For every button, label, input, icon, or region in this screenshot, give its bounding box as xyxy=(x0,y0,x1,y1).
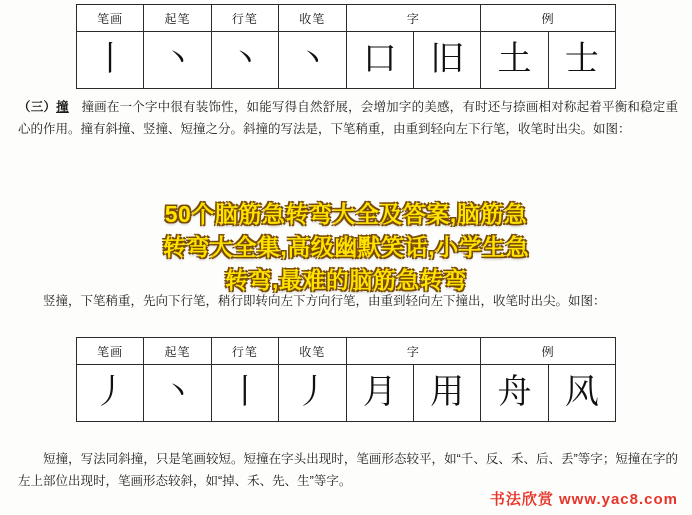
table-header-cell: 行笔 xyxy=(211,338,278,365)
table-row xyxy=(77,338,616,365)
table-cell-stroke: 丨 xyxy=(77,32,144,89)
table-header-cell: 收笔 xyxy=(279,5,346,32)
paragraph-body: 竖撞，下笔稍重，先向下行笔，稍行即转向左下方向行笔，由重到轻向左下撞出，收笔时出尖。如图： xyxy=(18,294,606,308)
table-header-cell: 字 xyxy=(346,338,481,365)
table-header-cell: 行笔 xyxy=(211,5,278,32)
stroke-table-top xyxy=(76,4,616,89)
paragraph-shupie xyxy=(18,290,678,312)
paragraph-body: 短撞，写法同斜撞，只是笔画较短。短撞在字头出现时，笔画形态较平，如“千、反、禾、后、丢”等字；短撞在字的左上部位出现时，笔画形态较斜，如“掉、禾、先、生”等字。 xyxy=(18,452,678,488)
table-cell-stroke: 丶 xyxy=(144,32,211,89)
table-header-cell: 例 xyxy=(481,5,616,32)
table-header-cell: 例 xyxy=(481,338,616,365)
table-cell-example: 用 xyxy=(413,365,480,422)
table-cell-stroke: 丶 xyxy=(279,32,346,89)
paragraph-body: 撞画在一个字中很有装饰性，如能写得自然舒展，会增加字的美感，有时还与捺画相对称起着平衡和稳定重心的作用。撞有斜撞、竖撞、短撞之分。斜撞的写法是，下笔稍重，由重到轻向左下行笔，收笔时出尖。如图： xyxy=(18,100,678,136)
table-cell-example: 口 xyxy=(346,32,413,89)
table-header-cell: 笔画 xyxy=(77,5,144,32)
table-cell-example: 土 xyxy=(481,32,548,89)
stroke-table-bottom xyxy=(76,337,616,422)
table-header-cell: 笔画 xyxy=(77,338,144,365)
table-header-cell: 起笔 xyxy=(144,5,211,32)
table-header-cell: 字 xyxy=(346,5,481,32)
paragraph-head-term: 撞 xyxy=(56,100,69,114)
paragraph-duanpie xyxy=(18,448,678,492)
table-cell-stroke: 丿 xyxy=(77,365,144,422)
table-cell-stroke: 丨 xyxy=(211,365,278,422)
table-cell-stroke: 丶 xyxy=(144,365,211,422)
table-cell-example: 士 xyxy=(548,32,615,89)
table-row xyxy=(77,365,616,422)
overlay-title xyxy=(0,198,692,297)
table-header-cell: 起笔 xyxy=(144,338,211,365)
table-cell-example: 舟 xyxy=(481,365,548,422)
overlay-title-line: 转弯大全集,高级幽默笑话,小学生急 xyxy=(162,234,530,260)
table-cell-example: 风 xyxy=(548,365,615,422)
table-cell-stroke: 丿 xyxy=(279,365,346,422)
table-cell-example: 旧 xyxy=(413,32,480,89)
watermark-site: www.yac8.com xyxy=(559,491,678,508)
watermark xyxy=(490,488,678,509)
table-cell-example: 月 xyxy=(346,365,413,422)
table-row xyxy=(77,5,616,32)
table-header-cell: 收笔 xyxy=(279,338,346,365)
overlay-title-line: 转弯,最难的脑筋急转弯 xyxy=(225,267,467,293)
overlay-title-line: 50个脑筋急转弯大全及答案,脑筋急 xyxy=(164,201,528,227)
table-row xyxy=(77,32,616,89)
watermark-label: 书法欣赏 xyxy=(489,491,554,508)
paragraph-xie-intro xyxy=(18,96,678,140)
table-cell-stroke: 丶 xyxy=(211,32,278,89)
paragraph-lead: （三） xyxy=(18,100,57,114)
